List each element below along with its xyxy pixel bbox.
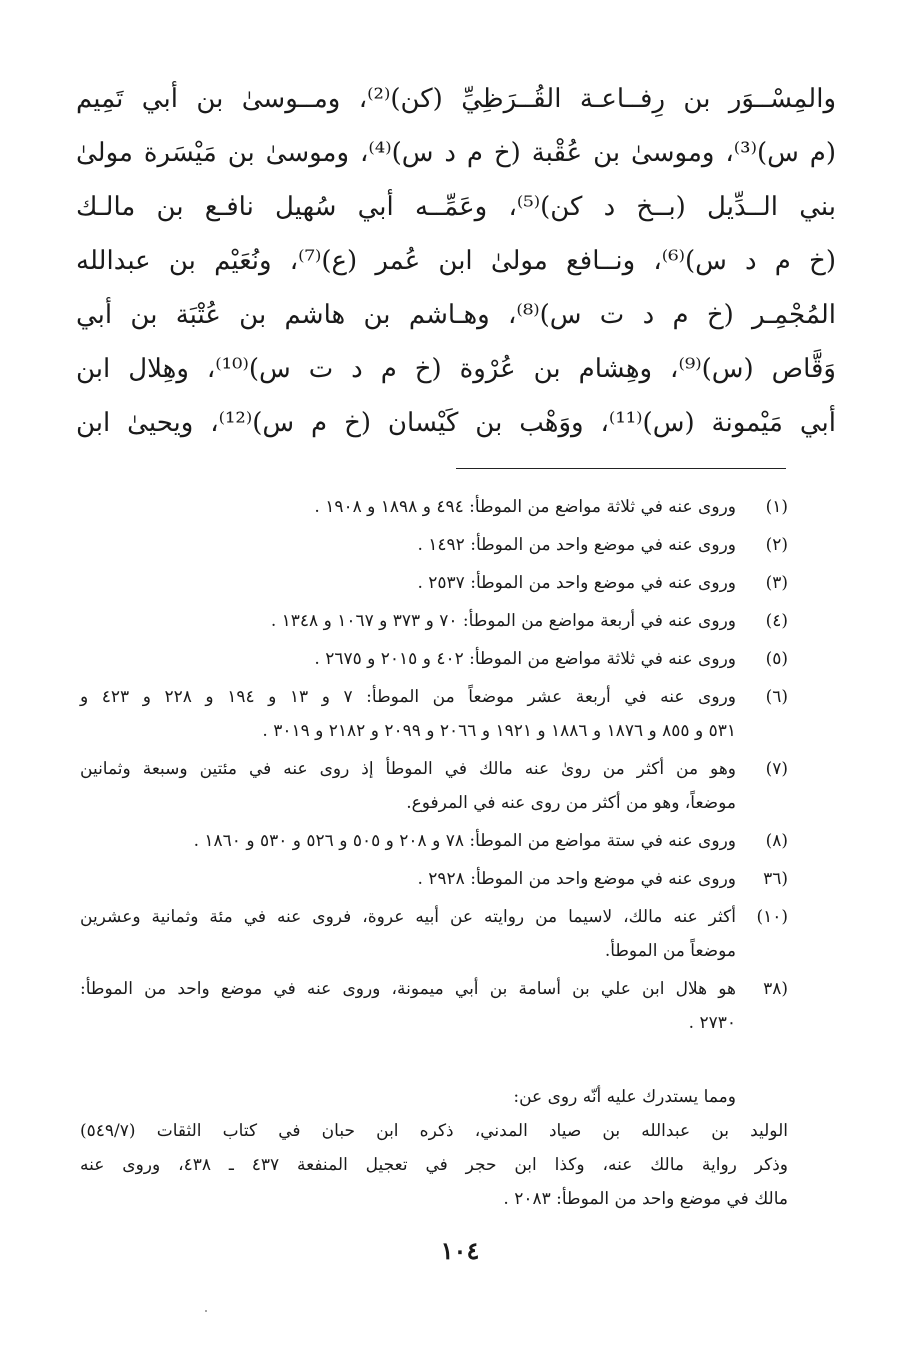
main-text-line: بني الــدِّيل (بــخ د كن)⁽⁵⁾، وعَمِّــه أبي سُهيل نافـع بن مالـك — [76, 192, 836, 222]
footnote-text: وروى عنه في ستة مواضع من الموطأ: ٧٨ و ٢٠٨ و ٥٠٥ و ٥٢٦ و ٥٣٠ و ١٨٦٠ . — [193, 831, 736, 851]
footnote-text: وروى عنه في موضع واحد من الموطأ: ٢٩٢٨ . — [417, 869, 736, 889]
main-text-line: (خ م د س)⁽⁶⁾، ونــافع مولىٰ ابن عُمر (ع)⁽⁷⁾، ونُعَيْم بن عبدالله — [76, 246, 836, 276]
footnote-text: موضعاً من الموطأ. — [604, 941, 736, 961]
footnotes-block — [80, 490, 788, 1044]
footnote-number: (١٠) — [756, 907, 788, 927]
footnote-item — [80, 824, 788, 858]
scan-speck — [205, 1310, 207, 1312]
footnote-number: (١) — [765, 497, 788, 517]
footnote-item — [80, 642, 788, 676]
addendum-text: مالك في موضع واحد من الموطأ: ٢٠٨٣ . — [503, 1189, 788, 1209]
footnote-text: موضعاً، وهو من أكثر من روى عنه في المرفوع. — [406, 793, 736, 813]
footnote-item — [80, 604, 788, 638]
main-text-line: أبي مَيْمونة (س)⁽¹¹⁾، ووَهْب بن كَيْسان (خ م س)⁽¹²⁾، ويحيىٰ ابن — [76, 408, 836, 438]
addendum-text: الوليد بن عبدالله بن صياد المدني، ذكره ابن حبان في كتاب الثقات (٥٤٩/٧) — [80, 1121, 788, 1141]
footnote-item — [80, 528, 788, 562]
footnote-text: أكثر عنه مالك، لاسيما من روايته عن أبيه عروة، فروى عنه في مئة وثمانية وعشرين — [80, 907, 736, 927]
footnote-item — [80, 566, 788, 600]
main-text-line: المُجْمِـر (خ م د ت س)⁽⁸⁾، وهـاشم بن هاشم بن عُتْبَة بن أبي — [76, 300, 837, 330]
footnote-text: وروى عنه في أربعة عشر موضعاً من الموطأ: ٧ و ١٣ و ١٩٤ و ٢٢٨ و ٤٢٣ و — [80, 687, 736, 707]
footnote-item — [80, 680, 788, 748]
footnote-number: (٧) — [765, 759, 788, 779]
footnote-number: (٢) — [765, 535, 788, 555]
footnote-text: وروى عنه في أربعة مواضع من الموطأ: ٧٠ و ٣٧٣ و ١٠٦٧ و ١٣٤٨ . — [270, 611, 736, 631]
footnote-number: (٨) — [765, 831, 788, 851]
page-number: ١٠٤ — [440, 1236, 480, 1265]
footnote-item — [80, 862, 788, 896]
footnote-text: ٢٧٣٠ . — [688, 1013, 736, 1033]
footnote-number: (٣٨ — [763, 979, 788, 999]
main-text-line: وَقَّاص (س)⁽⁹⁾، وهِشام بن عُرْوة (خ م د ت س)⁽¹⁰⁾، وهِلال ابن — [76, 354, 836, 384]
footnote-text: وهو من أكثر من روىٰ عنه مالك في الموطأ إذ روى عنه في مئتين وسبعة وثمانين — [80, 759, 736, 779]
main-text-line: (م س)⁽³⁾، وموسىٰ بن عُقْبة (خ م د س)⁽⁴⁾، وموسىٰ بن مَيْسَرة مولىٰ — [76, 138, 836, 168]
footnote-item — [80, 972, 788, 1040]
footnote-item — [80, 752, 788, 820]
addendum-text: وذكر رواية مالك عنه، وكذا ابن حجر في تعجيل المنفعة ٤٣٧ ـ ٤٣٨، وروى عنه — [80, 1155, 789, 1175]
footnote-item — [80, 490, 788, 524]
footnote-text: ٥٣١ و ٨٥٥ و ١٨٧٦ و ١٨٨٦ و ١٩٢١ و ٢٠٦٦ و ٢٠٩٩ و ٢١٨٢ و ٣٠١٩ . — [262, 721, 736, 741]
footnote-number: (٣٦ — [763, 869, 788, 889]
footnote-text: وروى عنه في ثلاثة مواضع من الموطأ: ٤٩٤ و ١٨٩٨ و ١٩٠٨ . — [314, 497, 736, 517]
footnote-number: (٥) — [765, 649, 788, 669]
footnote-item — [80, 900, 788, 968]
footnote-number: (٣) — [765, 573, 788, 593]
footnote-text: وروى عنه في ثلاثة مواضع من الموطأ: ٤٠٢ و ٢٠١٥ و ٢٦٧٥ . — [314, 649, 736, 669]
footnote-number: (٤) — [765, 611, 788, 631]
addendum-block — [80, 1080, 788, 1216]
main-text-block — [76, 72, 836, 450]
main-text-line: والمِسْــوَر بن رِفــاعـة القُــرَظِيِّ (كن)⁽²⁾، ومــوسىٰ بن أبي تَمِيم — [76, 84, 836, 114]
addendum-heading: ومما يستدرك عليه أنّه روى عن: — [513, 1087, 736, 1107]
footnote-separator-rule — [456, 468, 786, 469]
footnote-text: وروى عنه في موضع واحد من الموطأ: ٢٥٣٧ . — [417, 573, 736, 593]
footnote-text: وروى عنه في موضع واحد من الموطأ: ١٤٩٢ . — [417, 535, 736, 555]
footnote-number: (٦) — [765, 687, 788, 707]
footnote-text: هو هلال ابن علي بن أسامة بن أبي ميمونة، وروى عنه في موضع واحد من الموطأ: — [80, 979, 736, 999]
